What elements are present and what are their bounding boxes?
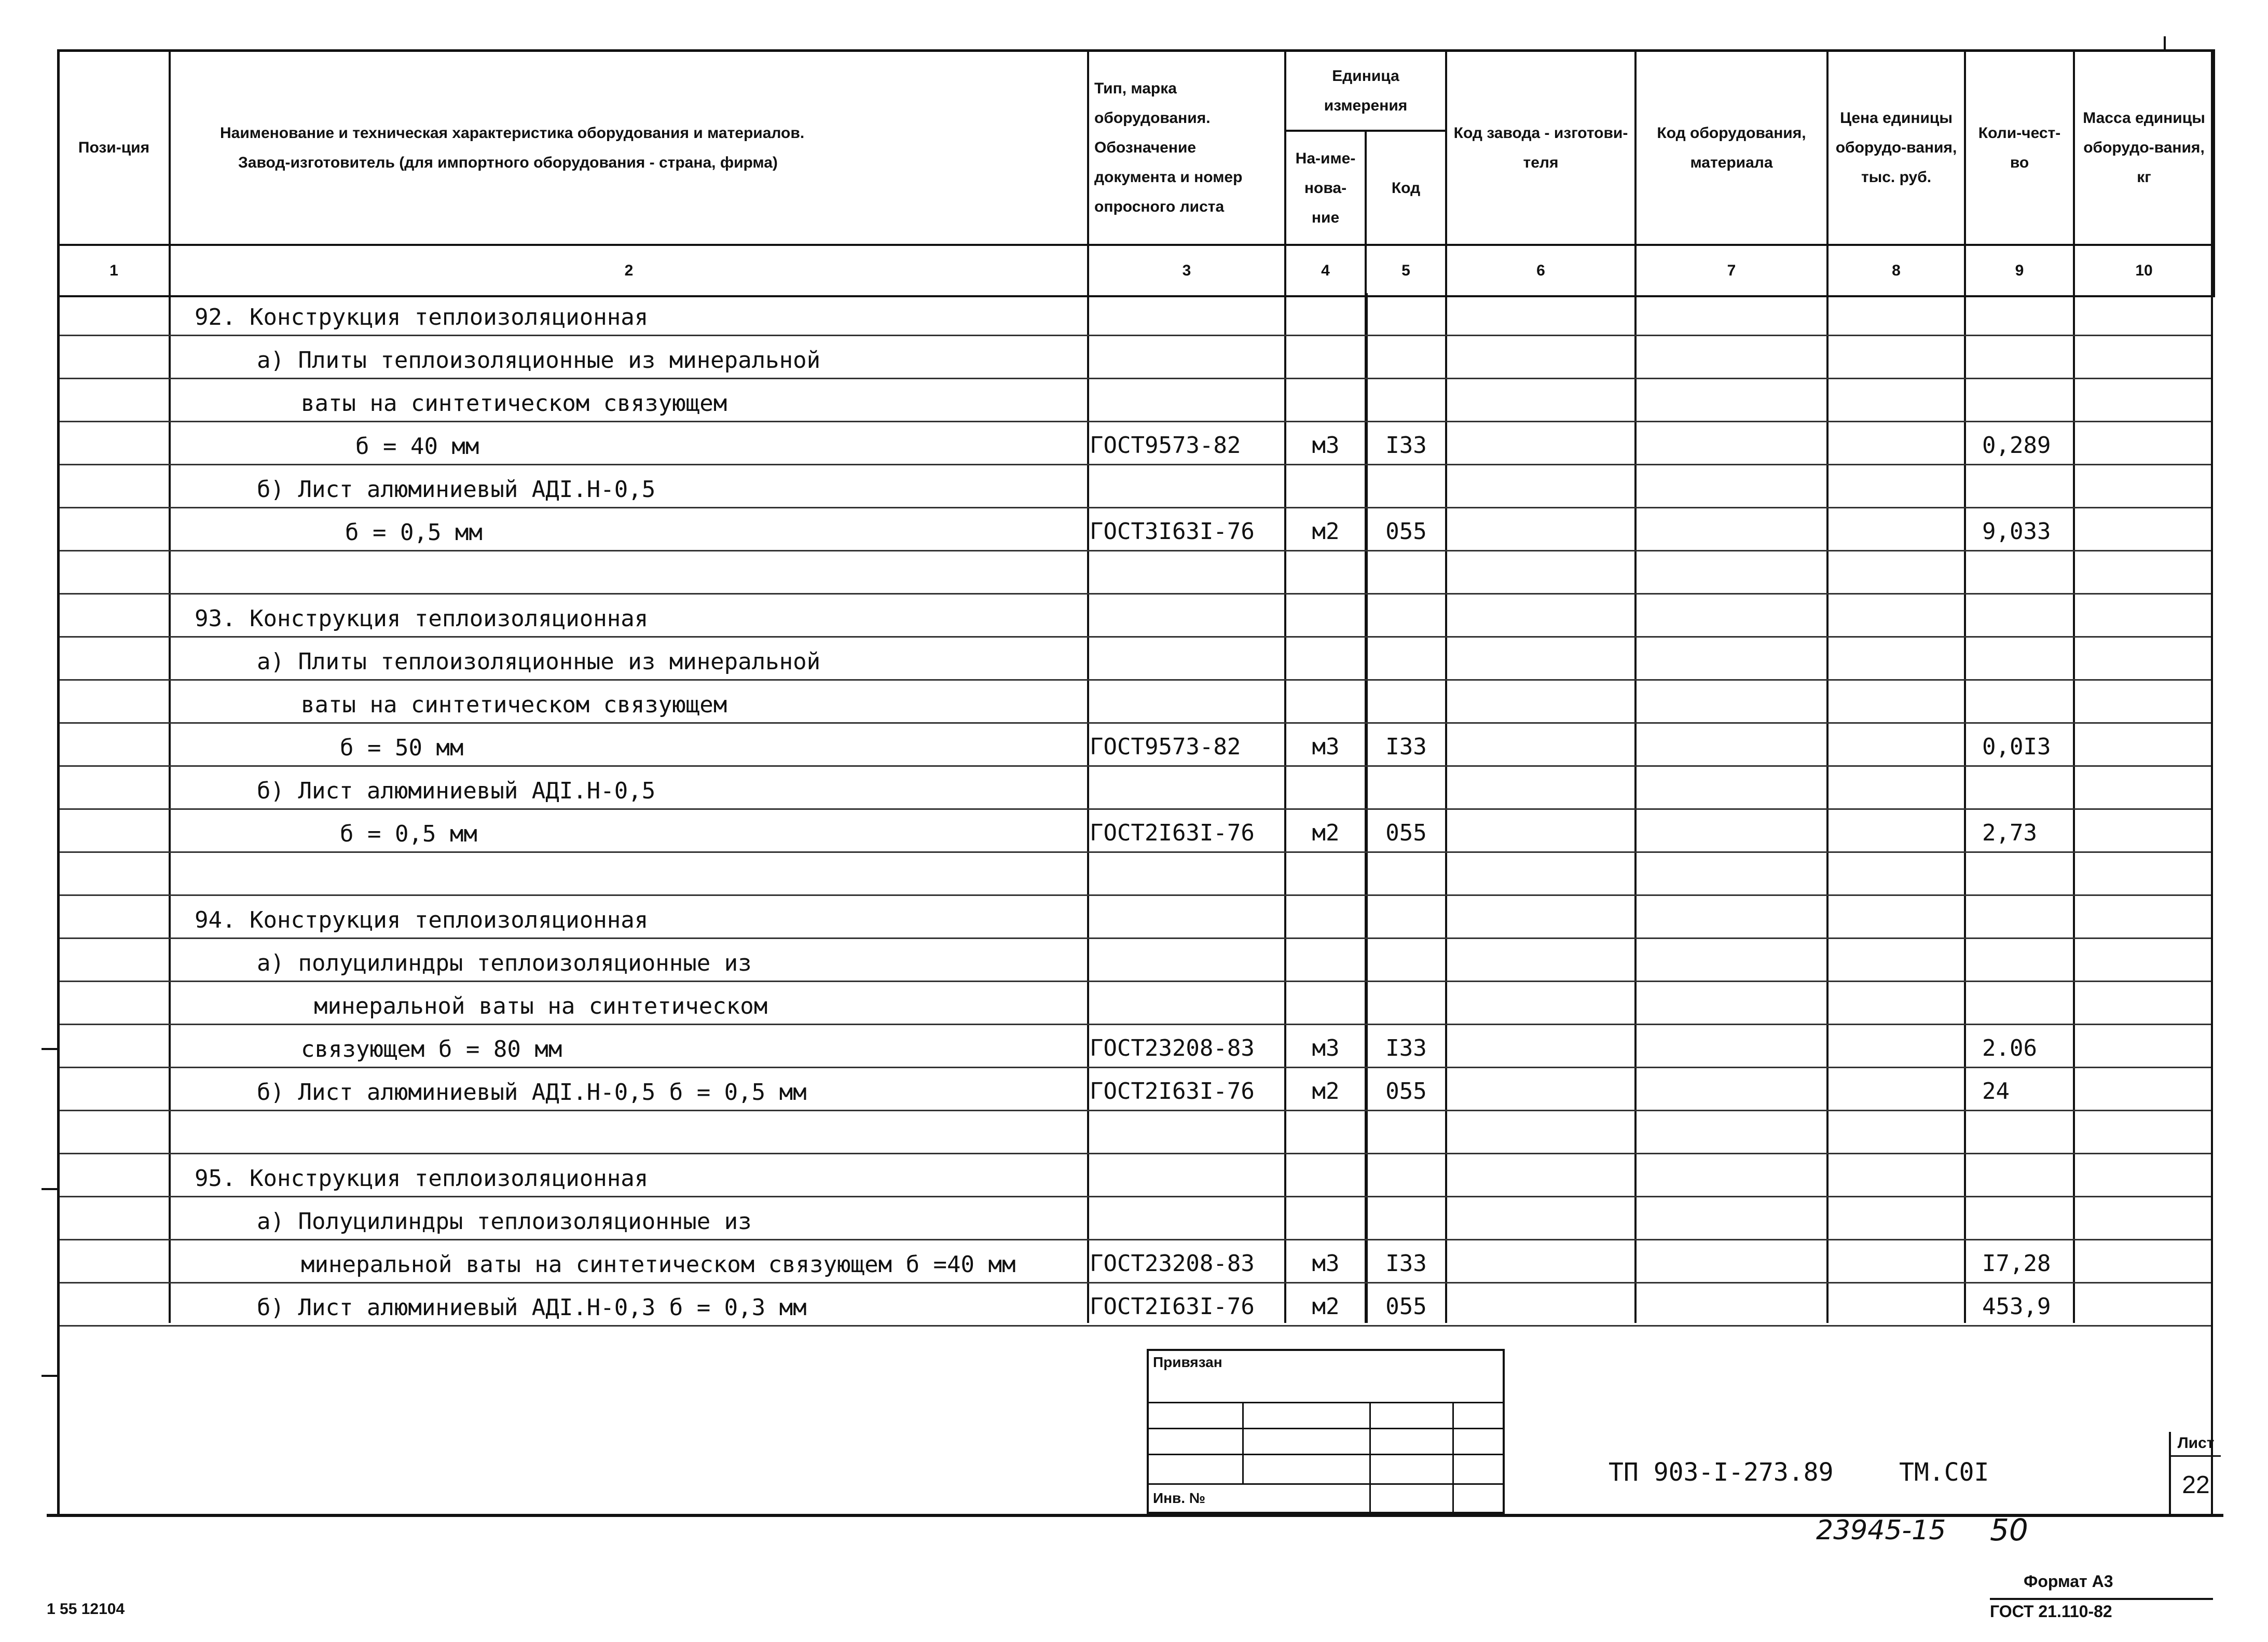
unit-name: м3 (1312, 1250, 1340, 1277)
document-number: ГОСТ2I63I-76 (1090, 820, 1255, 846)
unit-name: м2 (1312, 820, 1340, 846)
unit-code: I33 (1385, 432, 1427, 459)
document-number: ГОСТ23208-83 (1090, 1035, 1255, 1061)
stamp-line (1149, 1454, 1503, 1455)
document-number: ГОСТ2I63I-76 (1090, 1078, 1255, 1105)
stamp-line (1242, 1402, 1244, 1485)
sheet-number-box (2169, 1432, 2221, 1515)
item-name: б) Лист алюминиевый АДI.Н-0,5 (257, 476, 656, 503)
column-number: 10 (2074, 245, 2214, 296)
stamp-line (1149, 1428, 1503, 1429)
document-number: ГОСТ3I63I-76 (1090, 518, 1255, 545)
unit-code: I33 (1385, 1035, 1427, 1061)
header-unit-mass: Масса единицы оборудо-вания, кг (2074, 50, 2214, 245)
unit-code: 055 (1385, 518, 1427, 545)
item-name: 95. Конструкция теплоизоляционная (195, 1165, 649, 1192)
document-number: ГОСТ2I63I-76 (1090, 1293, 1255, 1320)
item-name: минеральной ваты на синтетическом связующем б =40 мм (301, 1251, 1016, 1278)
margin-tick (42, 1375, 57, 1377)
item-name: б = 0,5 мм (340, 821, 477, 847)
margin-tick (42, 1048, 57, 1050)
corner-tick (2164, 36, 2166, 49)
column-number: 9 (1965, 245, 2074, 296)
quantity: 2.06 (1982, 1035, 2037, 1061)
column-number: 2 (170, 245, 1088, 296)
item-name: ваты на синтетическом связующем (301, 390, 727, 417)
gost-label: ГОСТ 21.110-82 (1990, 1598, 2213, 1621)
header-name-line1: Наименование и техническая характеристика оборудования и материалов. (220, 124, 805, 142)
unit-code: I33 (1385, 734, 1427, 760)
column-number: 1 (58, 245, 170, 296)
header-quantity: Коли-чест-во (1965, 50, 2074, 245)
column-number: 7 (1635, 245, 1827, 296)
unit-name: м3 (1312, 1035, 1340, 1061)
item-name: а) Плиты теплоизоляционные из минеральной (257, 347, 821, 374)
unit-name: м2 (1312, 1293, 1340, 1320)
item-name: б) Лист алюминиевый АДI.Н-0,3 б = 0,3 мм (257, 1294, 807, 1321)
unit-name: м2 (1312, 1078, 1340, 1105)
header-unit-price: Цена единицы оборудо-вания, тыс. руб. (1827, 50, 1965, 245)
unit-name: м2 (1312, 518, 1340, 545)
item-name: а) полуцилиндры теплоизоляционные из (257, 950, 752, 976)
item-name: а) Полуцилиндры теплоизоляционные из (257, 1208, 752, 1235)
handwritten-reference: 23945-15 (1816, 1515, 1946, 1546)
archive-code: 1 55 12104 (47, 1600, 125, 1618)
unit-name: м3 (1312, 734, 1340, 760)
quantity: 9,033 (1982, 518, 2051, 545)
document-subcode: ТМ.С0I (1899, 1458, 1989, 1487)
header-type-document: Тип, марка оборудования. Обозначение документа и номер опросного листа (1088, 50, 1285, 245)
quantity: 24 (1982, 1078, 2010, 1105)
unit-name: м3 (1312, 432, 1340, 459)
sheet-frame (57, 49, 2213, 1515)
header-unit-name: На-име-нова-ние (1285, 131, 1366, 245)
item-name: б) Лист алюминиевый АДI.Н-0,5 (257, 778, 656, 804)
item-name: б = 40 мм (355, 433, 479, 460)
item-name: 92. Конструкция теплоизоляционная (195, 304, 649, 330)
header-plant-code: Код завода - изготови-теля (1446, 50, 1635, 245)
document-code: ТП 903-I-273.89 (1609, 1458, 1834, 1487)
item-name: 93. Конструкция теплоизоляционная (195, 605, 649, 632)
quantity: 0,0I3 (1982, 734, 2051, 760)
stamp-line (1452, 1402, 1454, 1516)
document-number: ГОСТ9573-82 (1090, 734, 1241, 760)
margin-tick (42, 1188, 57, 1190)
item-name: связующем б = 80 мм (301, 1036, 562, 1063)
quantity: 2,73 (1982, 820, 2037, 846)
sheet-label: Лист (2171, 1434, 2221, 1457)
document-number: ГОСТ9573-82 (1090, 432, 1241, 459)
header-name-line2: Завод-изготовитель (для импортного оборудования - страна, фирма) (238, 154, 778, 171)
column-number: 8 (1827, 245, 1965, 296)
stamp-line (1369, 1402, 1371, 1516)
unit-code: I33 (1385, 1250, 1427, 1277)
sheet-number: 22 (2182, 1471, 2210, 1499)
column-number: 5 (1366, 245, 1446, 296)
header-unit-group: Единица измерения (1285, 50, 1446, 131)
item-name: а) Плиты теплоизоляционные из минеральной (257, 648, 821, 675)
item-name: минеральной ваты на синтетическом (314, 993, 768, 1019)
handwritten-page: 50 (1990, 1512, 2028, 1548)
stamp-line (1149, 1402, 1503, 1403)
item-name: б = 0,5 мм (345, 519, 483, 546)
item-name: 94. Конструкция теплоизоляционная (195, 907, 649, 933)
column-number: 6 (1446, 245, 1635, 296)
unit-code: 055 (1385, 1293, 1427, 1320)
header-equipment-code: Код оборудования, материала (1635, 50, 1827, 245)
item-name: ваты на синтетическом связующем (301, 692, 727, 718)
document-number: ГОСТ23208-83 (1090, 1250, 1255, 1277)
unit-code: 055 (1385, 1078, 1427, 1105)
quantity: 453,9 (1982, 1293, 2051, 1320)
header-unit-code: Код (1366, 131, 1446, 245)
column-number: 3 (1088, 245, 1285, 296)
stamp-line (1149, 1483, 1503, 1485)
item-name: б = 50 мм (340, 735, 464, 761)
column-number: 4 (1285, 245, 1366, 296)
item-name: б) Лист алюминиевый АДI.Н-0,5 б = 0,5 мм (257, 1079, 807, 1106)
stamp-bound-label: Привязан (1153, 1354, 1222, 1370)
format-label: Формат А3 (2024, 1572, 2113, 1591)
stamp-inv-label: Инв. № (1153, 1490, 1206, 1506)
header-position: Пози-ция (58, 50, 170, 245)
quantity: 0,289 (1982, 432, 2051, 459)
quantity: I7,28 (1982, 1250, 2051, 1277)
unit-code: 055 (1385, 820, 1427, 846)
binding-stamp (1147, 1349, 1505, 1514)
